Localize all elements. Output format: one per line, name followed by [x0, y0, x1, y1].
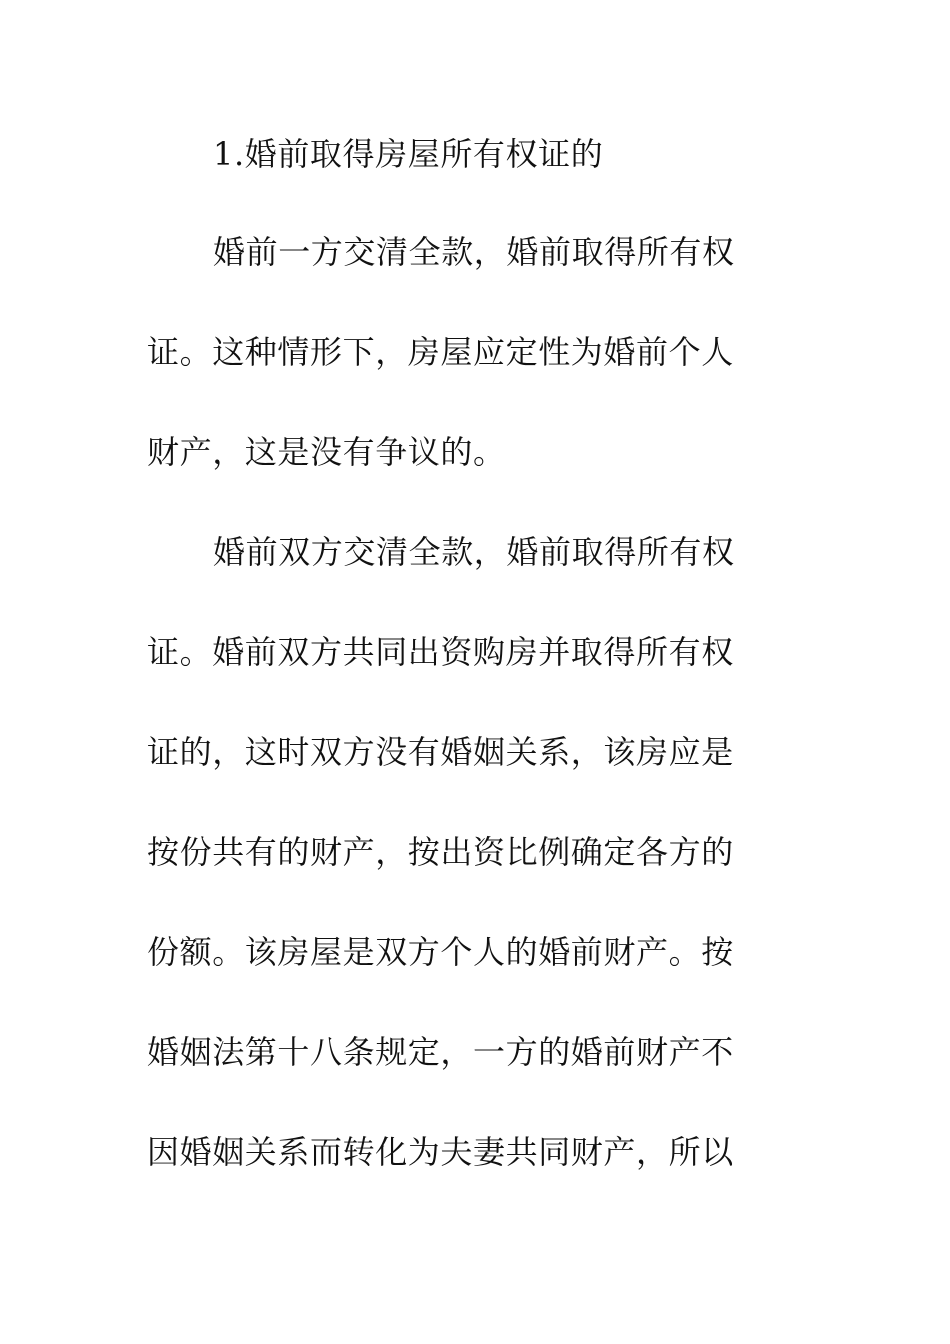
paragraph-line: 证的，这时双方没有婚姻关系，该房应是	[147, 733, 734, 771]
paragraph-line: 按份共有的财产，按出资比例确定各方的	[147, 833, 734, 871]
paragraph-line: 财产，这是没有争议的。	[147, 433, 506, 471]
paragraph-line: 因婚姻关系而转化为夫妻共同财产，所以	[147, 1133, 734, 1171]
paragraph-line: 证。这种情形下，房屋应定性为婚前个人	[147, 333, 734, 371]
paragraph-line: 婚前双方交清全款，婚前取得所有权	[213, 533, 735, 571]
paragraph-line: 份额。该房屋是双方个人的婚前财产。按	[147, 933, 734, 971]
paragraph-line: 证。婚前双方共同出资购房并取得所有权	[147, 633, 734, 671]
section-heading: 1.婚前取得房屋所有权证的	[213, 135, 604, 173]
paragraph-line: 婚姻法第十八条规定，一方的婚前财产不	[147, 1033, 734, 1071]
paragraph-line: 婚前一方交清全款，婚前取得所有权	[213, 233, 735, 271]
